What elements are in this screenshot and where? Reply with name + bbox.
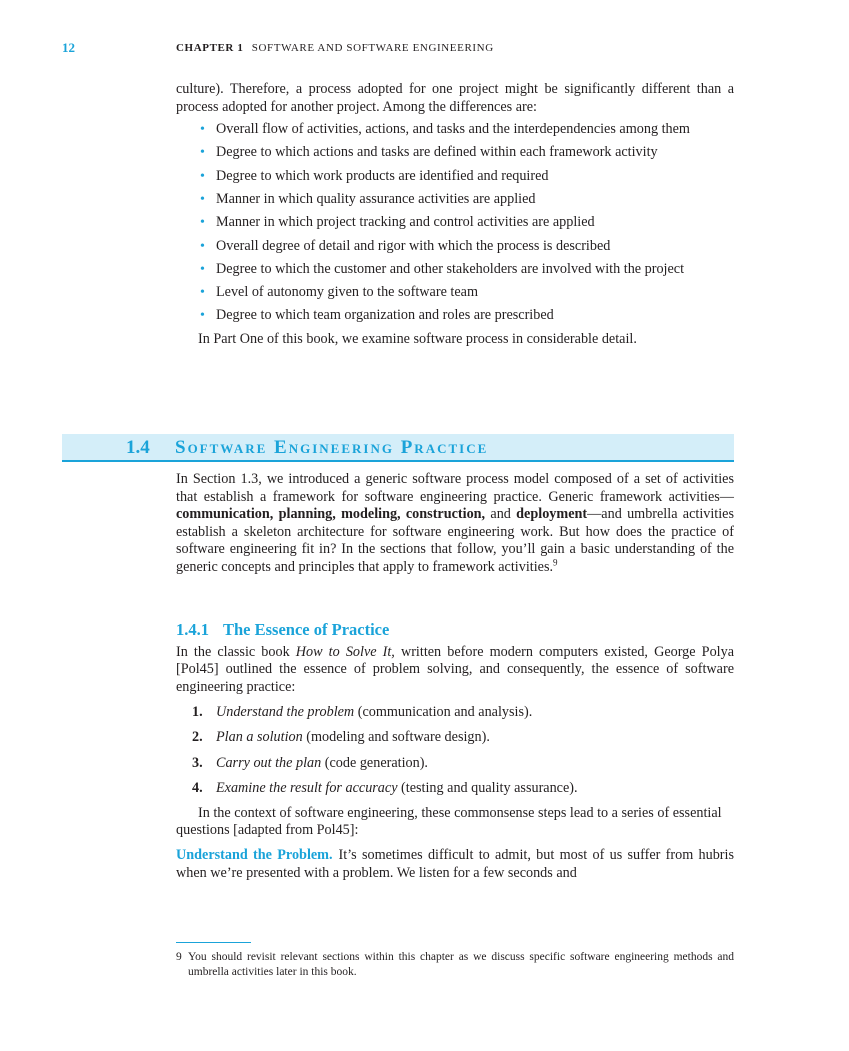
polya-steps-list bbox=[176, 704, 734, 797]
intro-paragraph: culture). Therefore, a process adopted for one project might be significantly different than a process adopted for another project. Among the differences are: bbox=[176, 81, 734, 115]
list-item: • Degree to which actions and tasks are defined within each framework activity bbox=[200, 144, 658, 161]
list-item: • Manner in which quality assurance activities are applied bbox=[200, 191, 536, 208]
bullet-icon: • bbox=[200, 145, 205, 161]
bullet-icon: • bbox=[200, 168, 205, 184]
intro-closing: In Part One of this book, we examine software process in considerable detail. bbox=[198, 331, 637, 348]
footnote bbox=[176, 950, 734, 980]
list-item: 1. Understand the problem (communication and analysis). bbox=[192, 704, 533, 721]
footnote-marker[interactable]: 9 bbox=[553, 557, 558, 568]
subsection-number: 1.4.1 bbox=[176, 620, 209, 639]
list-item: • Level of autonomy given to the software team bbox=[200, 284, 478, 301]
footnote-rule bbox=[176, 942, 251, 943]
list-item: 4. Examine the result for accuracy (testing and quality assurance). bbox=[192, 779, 578, 796]
subsection-heading bbox=[176, 621, 734, 639]
bullet-icon: • bbox=[200, 215, 205, 231]
intro-block bbox=[176, 81, 734, 349]
bullet-icon: • bbox=[200, 122, 205, 138]
page-number: 12 bbox=[62, 40, 75, 55]
list-item: 2. Plan a solution (modeling and software design). bbox=[192, 729, 490, 746]
section-paragraph: In Section 1.3, we introduced a generic software process model composed of a set of activities that establish a framework for software engineering practice. Generic framework activities—communication, planning, modeling, construction, and deployment—and umbrella activities establish a skeleton architecture for software engineering work. But how does the practice of software engineering fit in? In the sections that follow, you’ll gain a basic understanding of the generic concepts and principles that apply to framework activities.$^9$ bbox=[176, 471, 734, 575]
footnote-text: You should revisit relevant sections within this chapter as we discuss specific software engineering methods and umbrella activities later in this book. bbox=[188, 951, 734, 978]
section-heading-band bbox=[62, 434, 734, 462]
section-body bbox=[176, 471, 734, 577]
bullet-icon: • bbox=[200, 238, 205, 254]
context-paragraph: In the context of software engineering, these commonsense steps lead to a series of essential questions [adapted from Pol45]: bbox=[176, 804, 722, 839]
subsection-title: The Essence of Practice bbox=[223, 620, 390, 639]
bullet-icon: • bbox=[200, 261, 205, 277]
book-title: How to Solve It, bbox=[295, 643, 395, 660]
chapter-label: CHAPTER 1 bbox=[176, 42, 244, 54]
understand-problem-paragraph: Understand the Problem. It’s sometimes difficult to admit, but most of us suffer from hubris when we’re presented with a problem. We listen for a few seconds and bbox=[176, 846, 734, 881]
polya-paragraph: In the classic book How to Solve It, written before modern computers existed, George Polya [Pol45] outlined the essence of problem solving, and consequently, the essence of software engineering practice: bbox=[176, 643, 734, 695]
bullet-icon: • bbox=[200, 285, 205, 301]
differences-list bbox=[176, 121, 734, 325]
section-title: Software Engineering Practice bbox=[175, 437, 489, 458]
list-item: • Overall flow of activities, actions, and tasks and the interdependencies among them bbox=[200, 121, 690, 138]
list-item: • Overall degree of detail and rigor with which the process is described bbox=[200, 237, 611, 254]
list-item: • Degree to which the customer and other stakeholders are involved with the project bbox=[200, 260, 685, 277]
bullet-icon: • bbox=[200, 192, 205, 208]
chapter-title: SOFTWARE AND SOFTWARE ENGINEERING bbox=[251, 42, 494, 54]
list-item: • Degree to which work products are identified and required bbox=[200, 167, 549, 184]
runin-heading: Understand the Problem. bbox=[176, 846, 333, 863]
bullet-icon: • bbox=[200, 308, 205, 324]
footnote-number: 9 bbox=[176, 951, 182, 963]
running-head bbox=[176, 42, 494, 54]
section-number: 1.4 bbox=[126, 437, 150, 458]
subsection-body bbox=[176, 621, 734, 882]
list-item: 3. Carry out the plan (code generation). bbox=[192, 754, 428, 771]
list-item: • Degree to which team organization and roles are prescribed bbox=[200, 307, 554, 324]
list-item: • Manner in which project tracking and control activities are applied bbox=[200, 214, 595, 231]
